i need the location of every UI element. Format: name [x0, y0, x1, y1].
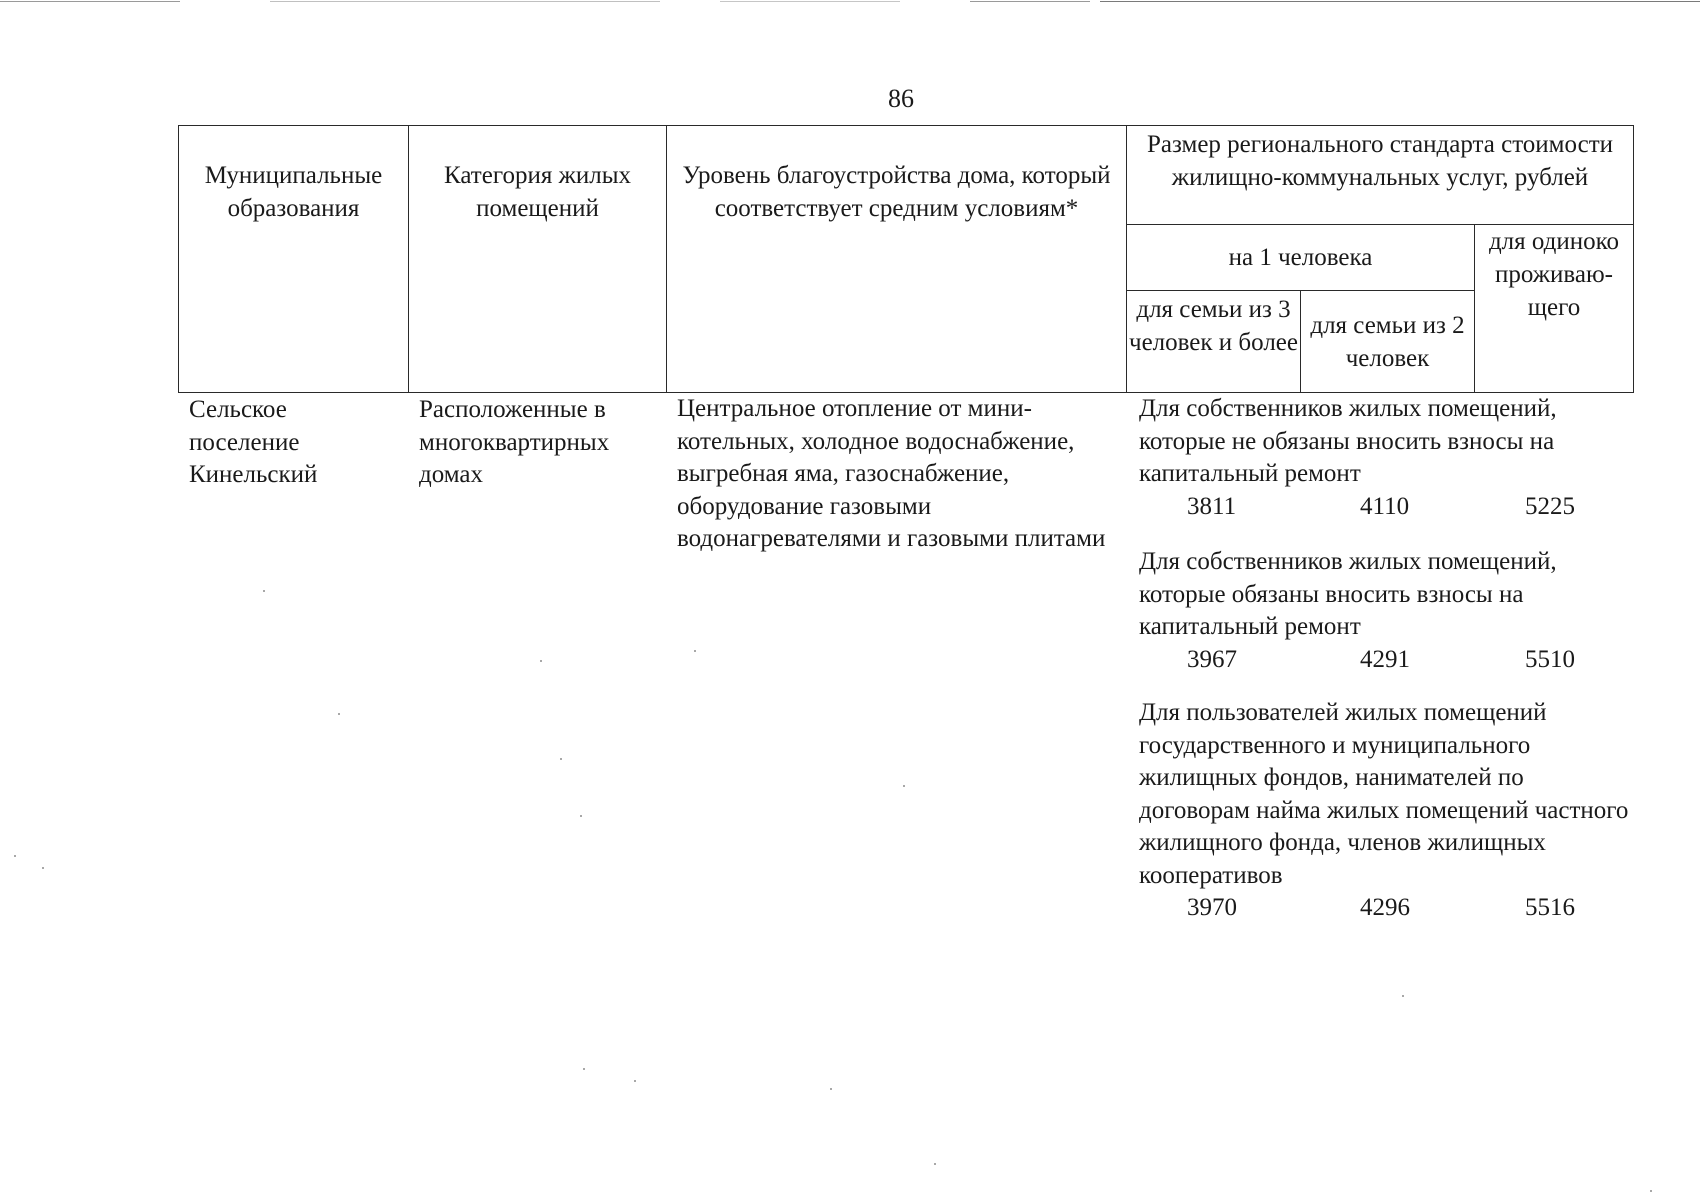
scan-speck	[580, 815, 582, 817]
scan-artifact-line	[970, 1, 1090, 2]
value-family-3-plus: 3967	[1187, 645, 1237, 673]
scan-speck	[903, 785, 905, 787]
scan-speck	[42, 867, 44, 869]
header-single-resident: для одиноко проживаю-щего	[1475, 225, 1634, 393]
scan-speck	[338, 713, 340, 715]
group-values	[1139, 491, 1639, 523]
cost-group-owners-with-capital-repair	[1139, 546, 1639, 676]
scan-artifact-line	[1100, 1, 1700, 2]
header-family-2: для семьи из 2 человек	[1301, 291, 1475, 393]
group-label: Для собственников жилых помещений, которые обязаны вносить взносы на капитальный ремонт	[1139, 548, 1557, 640]
scan-speck	[830, 1088, 832, 1090]
value-family-2: 4110	[1360, 492, 1410, 520]
row-category: Расположенные в многоквартирных домах	[419, 396, 610, 488]
scan-artifact-line	[720, 1, 900, 2]
row-municipality: Сельское поселение Кинельский	[189, 396, 318, 488]
scan-speck	[560, 758, 562, 760]
group-values	[1139, 644, 1639, 676]
scan-speck	[263, 590, 265, 592]
scan-speck	[540, 660, 542, 662]
header-per-person: на 1 человека	[1127, 225, 1475, 291]
scan-speck	[934, 1163, 936, 1165]
scan-artifact-line	[270, 1, 660, 2]
scan-speck	[583, 1068, 585, 1070]
value-family-2: 4296	[1360, 894, 1410, 921]
header-amenities-line2: соответствует средним условиям*	[714, 195, 1079, 222]
value-family-3-plus: 3811	[1187, 492, 1237, 520]
value-single-resident: 5225	[1525, 492, 1575, 520]
header-amenities-line1: Уровень благоустройства дома, который	[682, 162, 1111, 189]
value-family-2: 4291	[1360, 645, 1410, 673]
header-standard-size: Размер регионального стандарта стоимости жилищно-коммунальных услуг, рублей	[1127, 126, 1634, 225]
cost-group-owners-no-capital-repair	[1139, 393, 1639, 523]
scan-speck	[1402, 995, 1404, 997]
value-family-3-plus: 3970	[1187, 894, 1237, 921]
header-amenities	[667, 126, 1127, 393]
cost-group-tenants-and-cooperatives	[1139, 697, 1639, 924]
header-category: Категория жилых помещений	[409, 126, 667, 393]
scan-artifact-line	[0, 1, 180, 2]
group-values	[1139, 892, 1639, 924]
value-single-resident: 5516	[1525, 894, 1575, 921]
standard-cost-table-header	[178, 125, 1634, 393]
header-family-3-plus: для семьи из 3 человек и более	[1127, 291, 1301, 393]
page-number: 86	[888, 84, 914, 113]
header-municipality: Муниципальные образования	[179, 126, 409, 393]
scan-speck	[14, 855, 16, 857]
row-amenities: Центральное отопление от мини-котельных, холодное водоснабжение, выгребная яма, газоснабжение, оборудование газовыми водонагревателями и газовыми плитами	[677, 395, 1106, 552]
group-label: Для собственников жилых помещений, которые не обязаны вносить взносы на капитальный ремонт	[1139, 395, 1557, 487]
group-label: Для пользователей жилых помещений государственного и муниципального жилищных фондов, нанимателей по договорам найма жилых помещений частного жилищного фонда, членов жилищных кооперативов	[1139, 699, 1629, 889]
scan-speck	[1650, 1190, 1652, 1192]
scan-speck	[634, 1080, 636, 1082]
value-single-resident: 5510	[1525, 645, 1575, 673]
scan-speck	[694, 650, 696, 652]
